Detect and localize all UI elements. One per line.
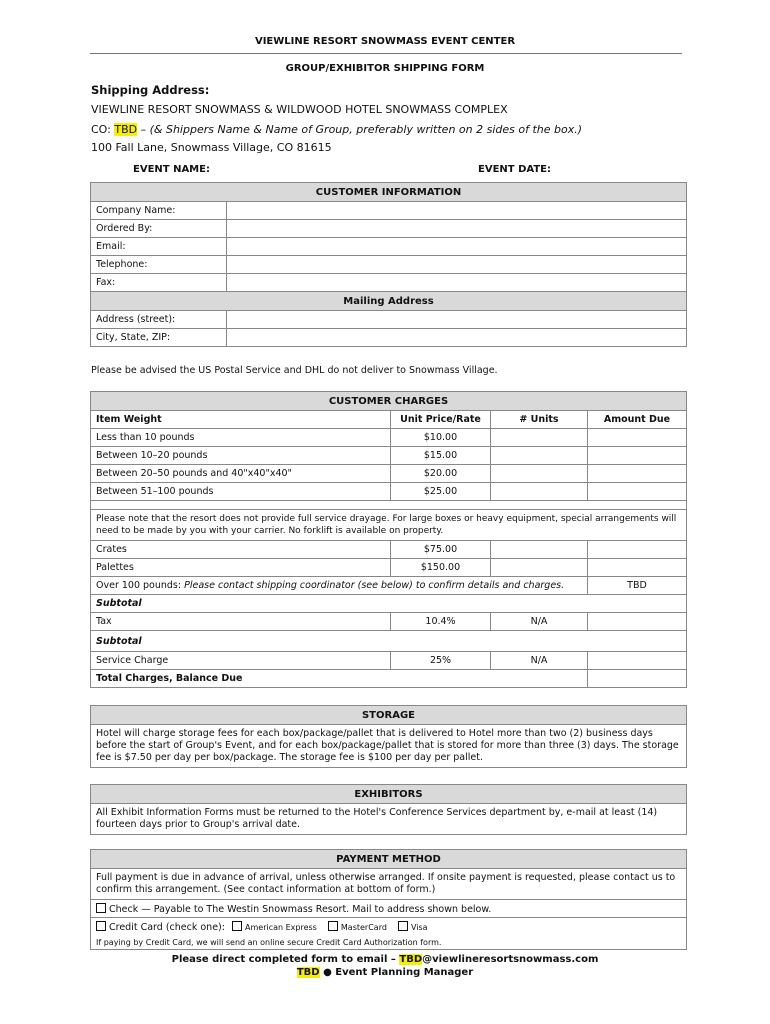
amount-cell[interactable] — [588, 541, 687, 559]
spacer-row — [91, 501, 687, 510]
rate-cell: $20.00 — [391, 465, 491, 483]
table-row — [91, 670, 687, 688]
event-name-label: EVENT NAME: — [133, 164, 210, 175]
table-row — [91, 613, 687, 631]
check-label: Check — Payable to The Westin Snowmass Resort. Mail to address shown below. — [109, 903, 492, 915]
storage-text: Hotel will charge storage fees for each box/package/pallet that is delivered to Hotel more than two (2) business days before the start of Group's Event, and for each box/package/pallet that is stored for more than three (3) days. The storage fee is $7.50 per day per box/package. The storage fee is $100 per day per pallet. — [91, 725, 687, 768]
amount-cell[interactable] — [588, 465, 687, 483]
telephone-label: Telephone: — [91, 256, 227, 274]
service-charge-label: Service Charge — [91, 652, 391, 670]
shipping-co-line — [91, 123, 582, 136]
credit-card-option — [91, 918, 687, 936]
unit-price-header: Unit Price/Rate — [391, 411, 491, 429]
table-row — [91, 577, 687, 595]
item-weight-cell: Crates — [91, 541, 391, 559]
service-charge-amount[interactable] — [588, 652, 687, 670]
footer-direct-text: Please direct completed form to email – — [171, 954, 396, 965]
item-weight-cell: Less than 10 pounds — [91, 429, 391, 447]
amount-cell[interactable] — [588, 483, 687, 501]
total-charges-amount[interactable] — [588, 670, 687, 688]
city-state-zip-label: City, State, ZIP: — [91, 329, 227, 347]
over-100-cell — [91, 577, 588, 595]
city-state-zip-field[interactable] — [227, 329, 687, 347]
amex-checkbox[interactable] — [232, 921, 242, 931]
tax-amount[interactable] — [588, 613, 687, 631]
fax-label: Fax: — [91, 274, 227, 292]
table-row — [91, 465, 687, 483]
item-weight-cell: Palettes — [91, 559, 391, 577]
payment-heading: PAYMENT METHOD — [91, 850, 687, 869]
shipping-address-label: Shipping Address: — [91, 83, 210, 97]
event-date-label: EVENT DATE: — [478, 164, 551, 175]
check-checkbox[interactable] — [96, 903, 106, 913]
customer-charges-heading: CUSTOMER CHARGES — [91, 392, 687, 411]
rate-cell: $15.00 — [391, 447, 491, 465]
co-tbd: TBD — [114, 123, 138, 136]
ordered-by-field[interactable] — [227, 220, 687, 238]
rate-cell: $75.00 — [391, 541, 491, 559]
footer-email-domain[interactable]: @viewlineresortsnowmass.com — [422, 954, 599, 965]
mastercard-label: MasterCard — [340, 922, 387, 932]
form-title: GROUP/EXHIBITOR SHIPPING FORM — [285, 63, 485, 74]
credit-card-checkbox[interactable] — [96, 921, 106, 931]
resort-title: VIEWLINE RESORT SNOWMASS EVENT CENTER — [254, 36, 516, 47]
email-field[interactable] — [227, 238, 687, 256]
table-row — [91, 559, 687, 577]
address-street-field[interactable] — [227, 311, 687, 329]
amount-cell[interactable] — [588, 447, 687, 465]
company-name-label: Company Name: — [91, 202, 227, 220]
subtotal-2: Subtotal — [91, 631, 687, 652]
exhibitors-text: All Exhibit Information Forms must be returned to the Hotel's Conference Services department by, e-mail at least (14) fourteen days prior to Group's arrival date. — [91, 804, 687, 835]
customer-charges-table — [90, 391, 687, 688]
rate-cell: $150.00 — [391, 559, 491, 577]
table-row — [91, 429, 687, 447]
customer-info-heading: CUSTOMER INFORMATION — [91, 183, 687, 202]
units-header: # Units — [491, 411, 588, 429]
postal-note: Please be advised the US Postal Service and DHL do not deliver to Snowmass Village. — [91, 365, 498, 376]
units-cell[interactable] — [491, 465, 588, 483]
tax-label: Tax — [91, 613, 391, 631]
co-prefix: CO: — [91, 123, 111, 136]
service-charge-units: N/A — [491, 652, 588, 670]
over-100-amount: TBD — [588, 577, 687, 595]
units-cell[interactable] — [491, 429, 588, 447]
subtotal-1: Subtotal — [91, 595, 687, 613]
over-100-note: Please contact shipping coordinator (see below) to confirm details and charges. — [184, 580, 565, 591]
amount-cell[interactable] — [588, 429, 687, 447]
storage-heading: STORAGE — [91, 706, 687, 725]
item-weight-cell: Between 10–20 pounds — [91, 447, 391, 465]
amount-due-header: Amount Due — [588, 411, 687, 429]
shipping-street: 100 Fall Lane, Snowmass Village, CO 81615 — [91, 141, 332, 154]
ordered-by-label: Ordered By: — [91, 220, 227, 238]
footer-email-tbd: TBD — [399, 954, 423, 965]
tax-rate: 10.4% — [391, 613, 491, 631]
exhibitors-table — [90, 784, 687, 835]
footer-manager-tbd: TBD — [296, 967, 320, 978]
item-weight-cell: Between 51–100 pounds — [91, 483, 391, 501]
co-note: – (& Shippers Name & Name of Group, preferably written on 2 sides of the box.) — [140, 123, 583, 136]
tax-units: N/A — [491, 613, 588, 631]
visa-label: Visa — [410, 922, 428, 932]
item-weight-header: Item Weight — [91, 411, 391, 429]
amex-label: American Express — [245, 922, 317, 932]
over-100-prefix: Over 100 pounds: — [96, 580, 182, 591]
footer-manager-title: ● Event Planning Manager — [323, 967, 474, 978]
telephone-field[interactable] — [227, 256, 687, 274]
header-divider — [90, 53, 682, 54]
footer-line2 — [0, 967, 770, 978]
address-street-label: Address (street): — [91, 311, 227, 329]
item-weight-cell: Between 20–50 pounds and 40"x40"x40" — [91, 465, 391, 483]
storage-table — [90, 705, 687, 768]
units-cell[interactable] — [491, 447, 588, 465]
footer-line1 — [0, 954, 770, 965]
service-charge-rate: 25% — [391, 652, 491, 670]
total-charges-label: Total Charges, Balance Due — [91, 670, 588, 688]
payment-text: Full payment is due in advance of arrival, unless otherwise arranged. If onsite payment is requested, please contact us to confirm this arrangement. (See contact information at bottom of form.) — [91, 869, 687, 900]
customer-info-table — [90, 182, 687, 347]
visa-checkbox[interactable] — [398, 921, 408, 931]
units-cell[interactable] — [491, 541, 588, 559]
credit-card-note: If paying by Credit Card, we will send an online secure Credit Card Authorization form. — [91, 935, 687, 950]
table-row — [91, 447, 687, 465]
units-cell[interactable] — [491, 483, 588, 501]
table-row — [91, 483, 687, 501]
check-option[interactable] — [91, 900, 687, 918]
credit-card-label: Credit Card (check one): — [109, 921, 225, 933]
mastercard-checkbox[interactable] — [328, 921, 338, 931]
exhibitors-heading: EXHIBITORS — [91, 785, 687, 804]
payment-table — [90, 849, 687, 950]
email-label: Email: — [91, 238, 227, 256]
shipping-line1: VIEWLINE RESORT SNOWMASS & WILDWOOD HOTEL SNOWMASS COMPLEX — [91, 103, 508, 116]
rate-cell: $25.00 — [391, 483, 491, 501]
company-name-field[interactable] — [227, 202, 687, 220]
rate-cell: $10.00 — [391, 429, 491, 447]
fax-field[interactable] — [227, 274, 687, 292]
table-row — [91, 652, 687, 670]
units-cell[interactable] — [491, 559, 588, 577]
amount-cell[interactable] — [588, 559, 687, 577]
drayage-note: Please note that the resort does not provide full service drayage. For large boxes or heavy equipment, special arrangements will need to be made by you with your carrier. No forklift is available on property. — [91, 510, 687, 541]
table-row — [91, 541, 687, 559]
mailing-address-heading: Mailing Address — [91, 292, 687, 311]
